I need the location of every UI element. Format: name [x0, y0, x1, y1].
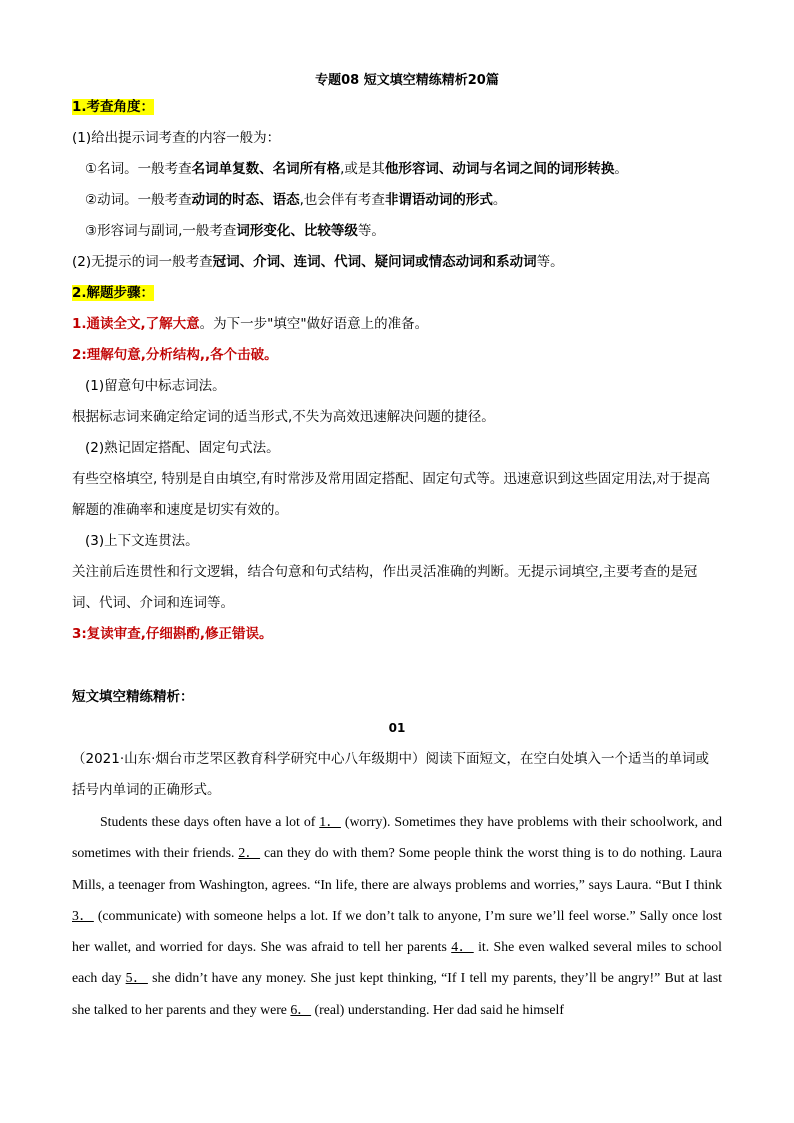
- page-title: 专题08 短文填空精练精析20篇: [315, 73, 499, 88]
- passage-source: （2021·山东·烟台市芝罘区教育科学研究中心八年级期中）阅读下面短文，在空白处填入一个适当的单词或括号内单词的正确形式。: [72, 751, 709, 798]
- step3: 3:复读审查,仔细斟酌,修正错误。: [72, 626, 273, 642]
- blank-3: 3．: [72, 907, 94, 923]
- noun-item: ①名词。一般考查名词单复数、名词所有格,或是其他形容词、动词与名词之间的词形转换。: [85, 161, 628, 177]
- verb-item: ②动词。一般考查动词的时态、语态,也会伴有考查非谓语动词的形式。: [85, 192, 507, 208]
- blank-2: 2．: [238, 845, 261, 861]
- section2-heading: 2.解题步骤：: [72, 285, 155, 301]
- step2c-text: 关注前后连贯性和行文逻辑，结合句意和句式结构，作出灵活准确的判断。无提示词填空,主要考查的是冠词、代词、介词和连词等。: [72, 564, 698, 611]
- step2c-heading: (3)上下文连贯法。: [85, 533, 199, 549]
- section2-heading-row: [72, 278, 722, 309]
- passage-number: 01: [388, 721, 406, 735]
- blank-4: 4．: [451, 939, 474, 955]
- document-page: [72, 70, 722, 1025]
- adj-item: ③形容词与副词,一般考查词形变化、比较等级等。: [85, 223, 385, 239]
- blank-1: 1．: [319, 814, 341, 829]
- step2b-text: 有些空格填空, 特别是自由填空,有时常涉及常用固定搭配、固定句式等。迅速意识到这些固定用法,对于提高解题的准确率和速度是切实有效的。: [72, 471, 711, 518]
- spacer: [72, 650, 722, 682]
- step1: 1.通读全文,了解大意。为下一步"填空"做好语意上的准备。: [72, 316, 429, 332]
- practice-heading: 短文填空精练精析：: [72, 689, 194, 705]
- step2a-text: 根据标志词来确定给定词的适当形式,不失为高效迅速解决问题的捷径。: [72, 409, 495, 425]
- step2a-heading: (1)留意句中标志词法。: [85, 378, 226, 394]
- section1-p2: (2)无提示的词一般考查冠词、介词、连词、代词、疑问词或情态动词和系动词等。: [72, 254, 564, 270]
- section1-heading: 1.考查角度：: [72, 99, 155, 115]
- step2: 2:理解句意,分析结构,,各个击破。: [72, 347, 278, 363]
- blank-5: 5．: [125, 970, 148, 986]
- step2b-heading: (2)熟记固定搭配、固定句式法。: [85, 440, 280, 456]
- section1-heading-row: [72, 92, 722, 123]
- section1-p1: (1)给出提示词考查的内容一般为：: [72, 130, 281, 146]
- passage-text: Students these days often have a lot of 1． (worry). Sometimes they have problems with their schoolwork, and sometimes with their friends. 2． can they do with them? Some people think the worst thing is to do nothing. Laura Mills, a teenager from Washington, agrees. “In life, there are always problems and worries,” says Laura. “But I think 3． (communicate) with someone helps a lot. If we don’t talk to anyone, I’m sure we’ll feel worse.” Sally once lost her wallet, and worried for days. She was afraid to tell her parents 4． it. She even walked several miles to school each day 5． she didn’t have any money. She just kept thinking, “If I tell my parents, they’ll be angry!” But at last she talked to her parents and they were 6． (real) understanding. Her dad said he himself: [72, 814, 723, 1017]
- blank-6: 6．: [290, 1001, 312, 1017]
